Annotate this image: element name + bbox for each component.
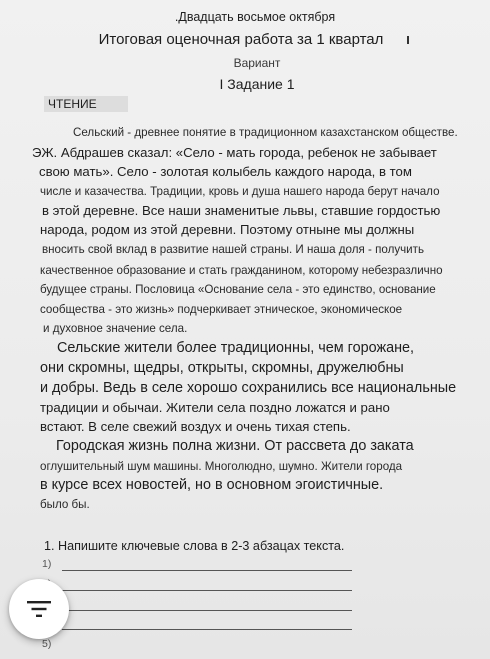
filter-icon: [27, 601, 51, 617]
text-line: в курсе всех новостей, но в основном эгоистичные.: [40, 477, 384, 493]
pen-mark: [407, 36, 409, 44]
text-line: вносить свой вклад в развитие нашей страны. И наша доля - получить: [42, 243, 424, 256]
text-line: качественное образование и стать гражданином, которому небезразлично: [40, 264, 443, 277]
answer-line: [62, 590, 352, 591]
answer-line: [62, 629, 352, 630]
task-heading: I Задание 1: [219, 76, 295, 92]
text-line: Сельские жители более традиционны, чем горожане,: [57, 340, 415, 356]
text-line: числе и казачества. Традиции, кровь и душа нашего народа берут начало: [40, 185, 440, 198]
page-title: Итоговая оценочная работа за 1 квартал: [98, 31, 384, 48]
text-line: они скромны, щедры, открыты, скромны, дружелюбны: [40, 360, 404, 376]
section-label: ЧТЕНИЕ: [44, 96, 128, 112]
text-line: в этой деревне. Все наши знаменитые львы, ставшие гордостью: [42, 203, 441, 218]
text-line: сообщества - это жизнь» подчеркивает этническое, экономическое: [40, 303, 403, 316]
question-text: 1. Напишите ключевые слова в 2-3 абзацах текста.: [44, 539, 345, 553]
text-line: народа, родом из этой деревни. Поэтому отныне мы должны: [40, 222, 415, 237]
text-line: оглушительный шум машины. Многолюдно, шумно. Жители города: [40, 460, 403, 473]
text-line: свою мать». Село - золотая колыбель каждого народа, в том: [39, 164, 412, 179]
text-line: было бы.: [40, 498, 90, 511]
text-line: и добры. Ведь в селе хорошо сохранились все национальные: [40, 380, 457, 396]
answer-number: 1): [42, 558, 52, 570]
text-line: встают. В селе свежий воздух и очень тихая степь.: [40, 419, 351, 434]
text-line: Городская жизнь полна жизни. От рассвета до заката: [56, 438, 414, 454]
text-line: и духовное значение села.: [43, 322, 188, 335]
answer-line: [62, 570, 352, 571]
answer-line: [62, 610, 352, 611]
date-line: .Двадцать восьмое октября: [174, 10, 336, 24]
text-line: Сельский - древнее понятие в традиционном казахстанском обществе.: [73, 126, 458, 139]
answer-number: 5): [42, 638, 52, 650]
variant-label: Вариант: [233, 56, 281, 70]
text-line: ЭЖ. Абдрашев сказал: «Село - мать города, ребенок не забывает: [32, 145, 437, 160]
text-line: будущее страны. Пословица «Основание села - это единство, основание: [40, 283, 436, 296]
text-line: традиции и обычаи. Жители села поздно ложатся и рано: [40, 400, 390, 415]
filter-button[interactable]: [9, 579, 69, 639]
